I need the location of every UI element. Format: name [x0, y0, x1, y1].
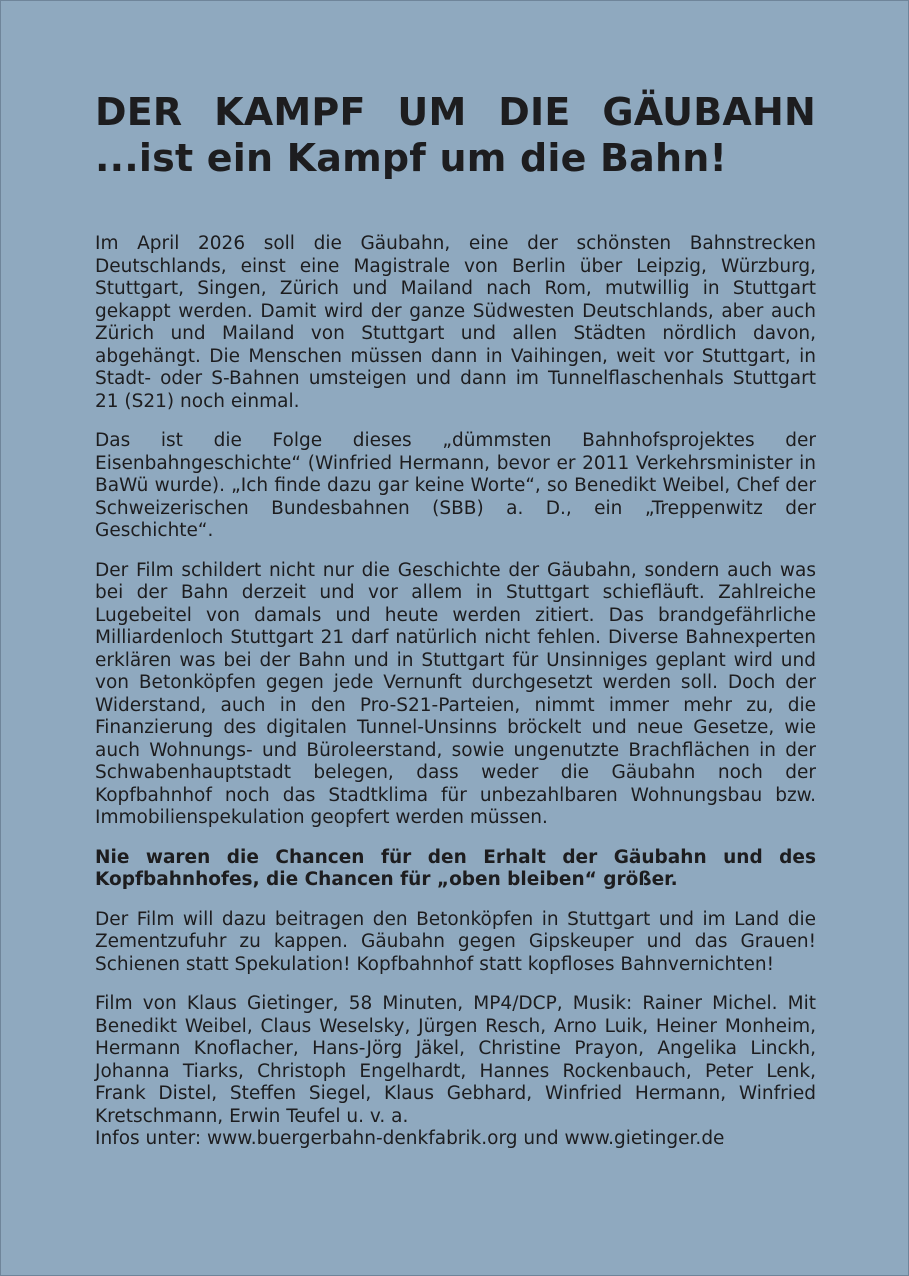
body-text [95, 233, 816, 1151]
paragraph-quotes: Das ist die Folge dieses „dümmsten Bahnhofsprojektes der Eisenbahngeschichte“ (Winfried Hermann, bevor er 2011 Verkehrsminister in BaWü wurde). „Ich finde dazu gar keine Worte“, so Benedikt Weibel, Chef der Schweizerischen Bundesbahnen (SBB) a. D., ein „Treppenwitz der Geschichte“. [95, 430, 816, 541]
page-title [95, 89, 816, 181]
paragraph-intro: Im April 2026 soll die Gäubahn, eine der schönsten Bahnstrecken Deutschlands, einst eine Magistrale von Berlin über Leipzig, Würzburg, Stuttgart, Singen, Zürich und Mailand nach Rom, mutwillig in Stuttgart gekappt werden. Damit wird der ganze Südwesten Deutschlands, aber auch Zürich und Mailand von Stuttgart und allen Städten nördlich davon, abgehängt. Die Menschen müssen dann in Vaihingen, weit vor Stuttgart, in Stadt- oder S-Bahnen umsteigen und dann im Tunnelflaschenhals Stuttgart 21 (S21) noch einmal. [95, 233, 816, 412]
title-line-1: DER KAMPF UM DIE GÄUBAHN [95, 90, 816, 134]
credits-text: Film von Klaus Gietinger, 58 Minuten, MP4/DCP, Musik: Rainer Michel. Mit Benedikt Weibel, Claus Weselsky, Jürgen Resch, Arno Luik, Heiner Monheim, Hermann Knoflacher, Hans-Jörg Jäkel, Christine Prayon, Angelika Linckh, Johanna Tiarks, Christoph Engelhardt, Hannes Rockenbauch, Peter Lenk, Frank Distel, Steffen Siegel, Klaus Gebhard, Winfried Hermann, Winfried Kretschmann, Erwin Teufel u. v. a. [95, 993, 816, 1127]
title-line-2: ...ist ein Kampf um die Bahn! [95, 136, 728, 180]
paragraph-highlight: Nie waren die Chancen für den Erhalt der Gäubahn und des Kopfbahnhofes, die Chancen für „oben bleiben“ größer. [95, 846, 816, 890]
paragraph-appeal: Der Film will dazu beitragen den Betonköpfen in Stuttgart und im Land die Zementzufuhr zu kappen. Gäubahn gegen Gipskeuper und das Grauen! Schienen statt Spekulation! Kopfbahnhof statt kopfloses Bahnvernichten! [95, 908, 816, 975]
paragraph-film-content: Der Film schildert nicht nur die Geschichte der Gäubahn, sondern auch was bei der Bahn derzeit und vor allem in Stuttgart schiefläuft. Zahlreiche Lugebeitel von damals und heute werden zitiert. Das brandgefährliche Milliardenloch Stuttgart 21 darf natürlich nicht fehlen. Diverse Bahnexperten erklären was bei der Bahn und in Stuttgart für Unsinniges geplant wird und von Betonköpfen gegen jede Vernunft durchgesetzt werden soll. Doch der Widerstand, auch in den Pro-S21-Parteien, nimmt immer mehr zu, die Finanzierung des digitalen Tunnel-Unsinns bröckelt und neue Gesetze, wie auch Wohnungs- und Büroleerstand, sowie ungenutzte Brachflächen in der Schwabenhauptstadt belegen, dass weder die Gäubahn noch der Kopfbahnhof noch das Stadtklima für unbezahlbaren Wohnungsbau bzw. Immobilienspekulation geopfert werden müssen. [95, 559, 816, 828]
credits [95, 993, 816, 1151]
credits-infos: Infos unter: www.buergerbahn-denkfabrik.org und www.gietinger.de [95, 1128, 725, 1149]
